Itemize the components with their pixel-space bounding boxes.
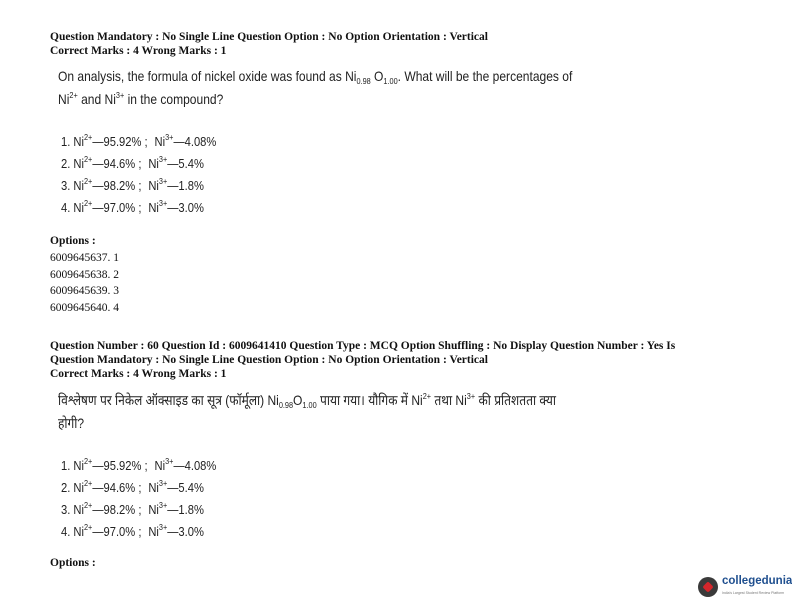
logo-mark-icon xyxy=(698,577,718,597)
q60-options-label: Options : xyxy=(50,557,96,569)
option-id: 6009645638. 2 xyxy=(50,268,119,281)
q1-header-line-2: Correct Marks : 4 Wrong Marks : 1 xyxy=(50,45,227,57)
q1-header-line-1: Question Mandatory : No Single Line Question Option : No Option Orientation : Vertical xyxy=(50,31,488,43)
logo-tagline: India's Largest Student Review Platform xyxy=(722,591,785,595)
option-id: 6009645639. 3 xyxy=(50,285,119,297)
q60-question-text: विश्लेषण पर निकेल ऑक्साइड का सूत्र (फॉर्मूला) $Ni_{0.98}O_{1.00}$ पाया गया। यौगिक में $Ni^{2+}$ तथा $Ni^{3+}$ की प्रतिशतता क्या होगी? xyxy=(58,391,556,431)
collegedunia-logo xyxy=(696,573,792,603)
q1-option-3[interactable]: 3. $Ni^{2+}—98.2\%$ ; $Ni^{3+}—1.8\%$ xyxy=(61,176,204,193)
q60-header-line-2: Question Mandatory : No Single Line Question Option : No Option Orientation : Vertical xyxy=(50,354,488,366)
q60-option-1[interactable]: 1. $Ni^{2+}—95.92\%$ ; $Ni^{3+}—4.08\%$ xyxy=(61,456,217,473)
q1-option-4[interactable]: 4. $Ni^{2+}—97.0\%$ ; $Ni^{3+}—3.0\%$ xyxy=(61,198,204,215)
q1-option-2[interactable]: 2. $Ni^{2+}—94.6\%$ ; $Ni^{3+}—5.4\%$ xyxy=(61,154,204,171)
logo-text: collegedunia xyxy=(722,575,792,587)
q60-options-list xyxy=(61,455,216,543)
q60-option-2[interactable]: 2. $Ni^{2+}—94.6\%$ ; $Ni^{3+}—5.4\%$ xyxy=(61,478,204,495)
q60-option-3[interactable]: 3. $Ni^{2+}—98.2\%$ ; $Ni^{3+}—1.8\%$ xyxy=(61,500,204,517)
q1-option-1[interactable]: 1. $Ni^{2+}—95.92\%$ ; $Ni^{3+}—4.08\%$ xyxy=(61,132,217,149)
option-id: 6009645640. 4 xyxy=(50,301,119,314)
q60-header-line-1: Question Number : 60 Question Id : 6009641410 Question Type : MCQ Option Shuffling : No Display Question Number : Yes Is xyxy=(50,340,676,352)
q1-question-text: On analysis, the formula of nickel oxide was found as $Ni_{0.98}$ $O_{1.00}$. What will be the percentages of $Ni^{2+}$ and $Ni^{3+}$ in the compound? xyxy=(58,68,573,107)
q60-header-line-3: Correct Marks : 4 Wrong Marks : 1 xyxy=(50,368,227,380)
option-id: 6009645637. 1 xyxy=(50,252,119,264)
q60-option-4[interactable]: 4. $Ni^{2+}—97.0\%$ ; $Ni^{3+}—3.0\%$ xyxy=(61,522,204,539)
q1-options-label: Options : xyxy=(50,235,96,247)
q1-option-ids xyxy=(50,250,119,316)
q1-options-list xyxy=(61,131,216,219)
